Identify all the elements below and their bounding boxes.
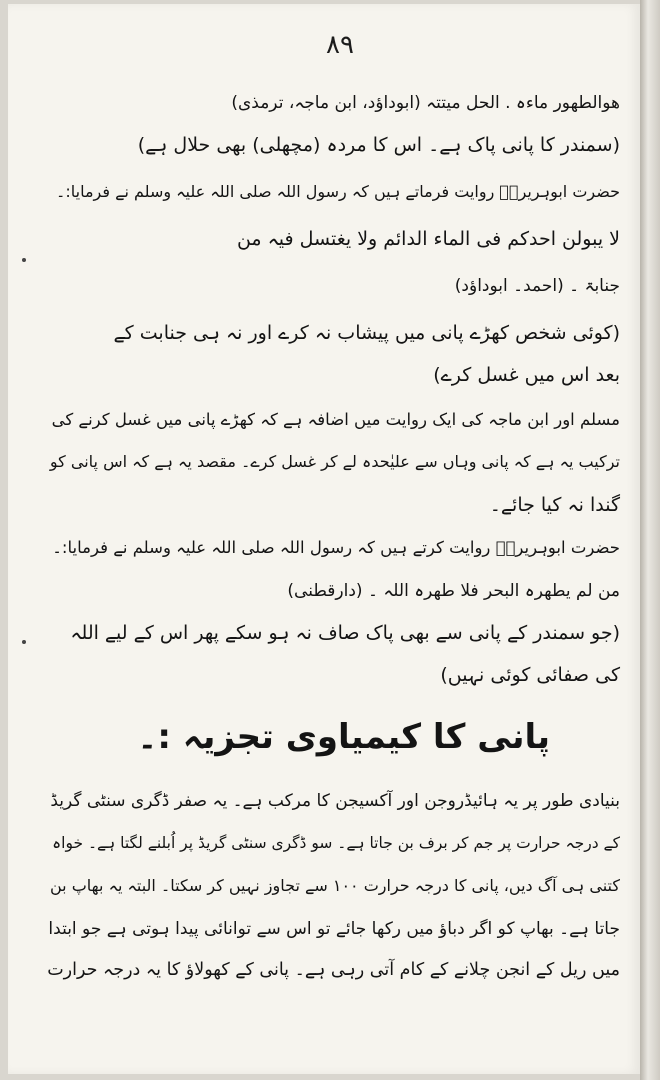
section-heading: پانی کا کیمیاوی تجزیہ :۔ [137,717,550,757]
hadith-line-3: جنابۃ ۔ (احمد۔ ابوداؤد) [454,276,620,296]
translation-line-1: (سمندر کا پانی پاک ہے۔ اس کا مردہ (مچھلی) بھی حلال ہے) [137,134,620,156]
body-line-7: جاتا ہے۔ بھاپ کو اگر دباؤ میں رکھا جائے تو اس سے توانائی پیدا ہوتی ہے جو ابتدا [48,919,620,939]
body-line-4: بنیادی طور پر یہ ہائیڈروجن اور آکسیجن کا مرکب ہے۔ یہ صفر ڈگری سنٹی گریڈ [50,791,620,811]
body-line-8: میں ریل کے انجن چلانے کے کام آتی رہی ہے۔ پانی کے کھولاؤ کا یہ درجہ حرارت [47,960,620,980]
book-gutter [640,0,660,1080]
hadith-line-1: ھوالطھور ماءہ . الحل میتتہ (ابوداؤد، ابن ماجہ، ترمذی) [231,93,620,113]
narration-line-1: حضرت ابوہریرہؓ روایت فرماتے ہیں کہ رسول اللہ صلی اللہ علیہ وسلم نے فرمایا:۔ [55,182,620,201]
margin-dot [22,640,26,644]
page-number: ۸۹ [326,30,354,60]
translation-line-3: بعد اس میں غسل کرے) [433,364,620,386]
body-line-1: مسلم اور ابن ماجہ کی ایک روایت میں اضافہ ہے کہ کھڑے پانی میں غسل کرنے کی [51,410,620,429]
translation-line-2: (کوئی شخص کھڑے پانی میں پیشاب نہ کرے اور نہ ہی جنابت کے [113,322,620,344]
translation-line-4: (جو سمندر کے پانی سے بھی پاک صاف نہ ہو سکے پھر اس کے لیے اللہ [70,622,620,644]
body-line-2: ترکیب یہ ہے کہ پانی وہاں سے علیٰحدہ لے کر غسل کرے۔ مقصد یہ ہے کہ اس پانی کو [49,452,620,471]
body-line-6: کتنی ہی آگ دیں، پانی کا درجہ حرارت ۱۰۰ سے تجاوز نہیں کر سکتا۔ البتہ یہ بھاپ بن [50,876,620,895]
body-line-3: گندا نہ کیا جائے۔ [489,494,620,516]
hadith-line-2: لا یبولن احدکم فی الماء الدائم ولا یغتسل فیہ من [236,228,620,250]
hadith-line-4: من لم یطھرہ البحر فلا طھرہ اللہ ۔ (دارقطنی) [287,581,620,601]
body-line-5: کے درجہ حرارت پر جم کر برف بن جاتا ہے۔ سو ڈگری سنٹی گریڈ پر اُبلنے لگتا ہے۔ خواہ [52,834,620,852]
translation-line-5: کی صفائی کوئی نہیں) [440,664,620,686]
margin-dot [22,258,26,262]
narration-line-2: حضرت ابوہریرہؓ روایت کرتے ہیں کہ رسول اللہ صلی اللہ علیہ وسلم نے فرمایا:۔ [52,538,620,557]
